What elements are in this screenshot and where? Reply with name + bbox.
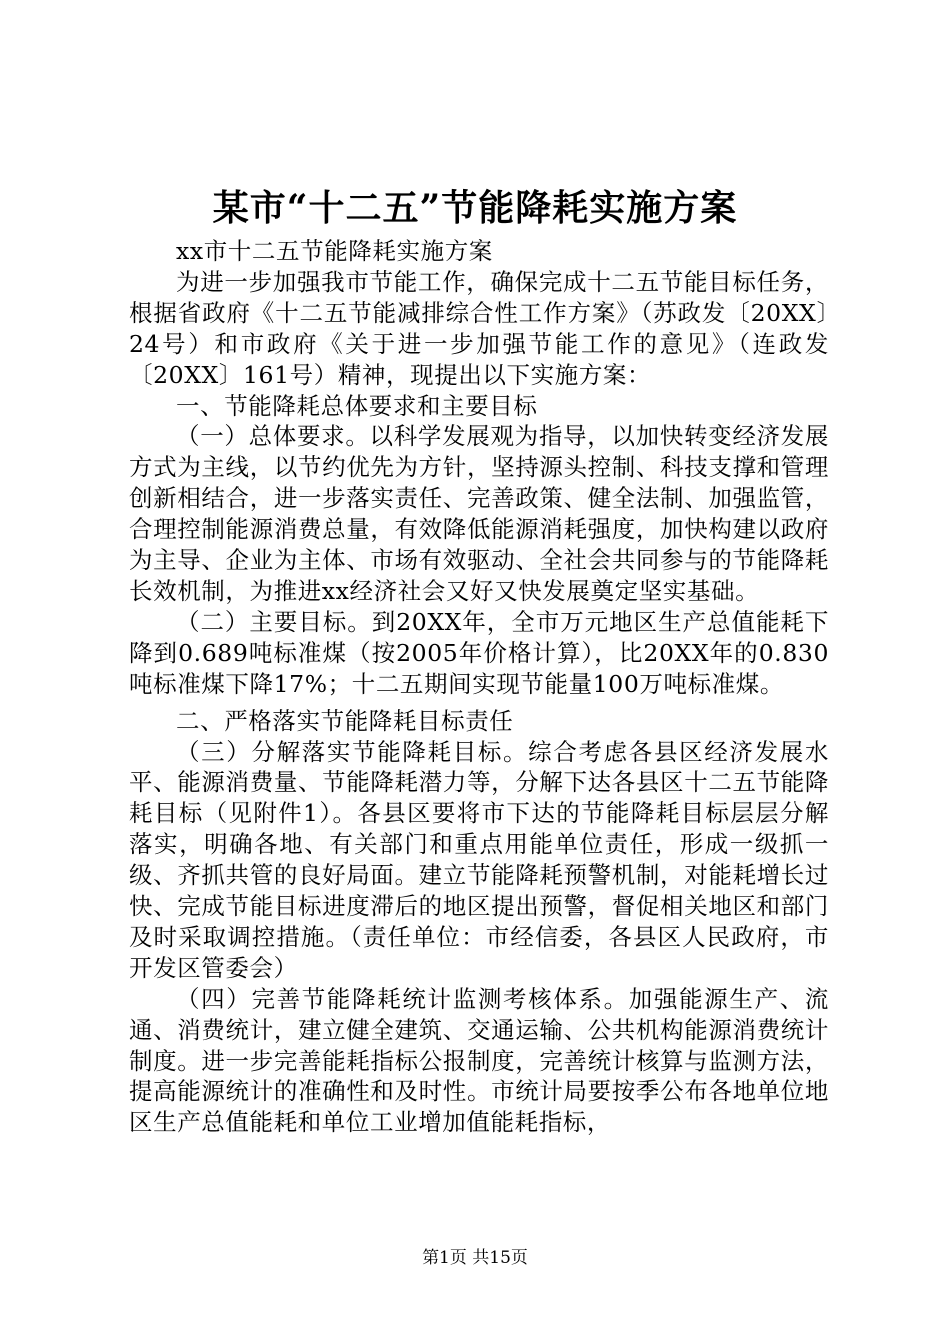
paragraph-general-requirements: （一）总体要求。以科学发展观为指导，以加快转变经济发展方式为主线，以节约优先为方针，坚持源头控制、科技支撑和管理创新相结合，进一步落实责任、完善政策、健全法制、加强监管，合理控制能源消费总量，有效降低能源消耗强度，加快构建以政府为主导、企业为主体、市场有效驱动、全社会共同参与的节能降耗长效机制，为推进xx经济社会又好又快发展奠定坚实基础。 [129,422,829,605]
section-heading-2: 二、严格落实节能降耗目标责任 [176,706,514,735]
paragraph-statistics-system: （四）完善节能降耗统计监测考核体系。加强能源生产、流通、消费统计，建立健全建筑、交通运输、公共机构能源消费统计制度。进一步完善能耗指标公报制度，完善统计核算与监测方法，提高能源统计的准确性和及时性。市统计局要按季公布各地单位地区生产总值能耗和单位工业增加值能耗指标， [129,984,829,1137]
paragraph-main-targets: （二）主要目标。到20XX年，全市万元地区生产总值能耗下降到0.689吨标准煤（按2005年价格计算），比20XX年的0.830吨标准煤下降17%；十二五期间实现节能量100万吨标准煤。 [129,607,829,698]
paragraph-subtitle: xx市十二五节能降耗实施方案 [176,237,493,265]
document-body [129,236,829,1138]
section-heading-1: 一、节能降耗总体要求和主要目标 [176,391,538,420]
paragraph-intro: 为进一步加强我市节能工作，确保完成十二五节能目标任务，根据省政府《十二五节能减排综合性工作方案》（苏政发〔20XX〕24号）和市政府《关于进一步加强节能工作的意见》（连政发〔20XX〕161号）精神，现提出以下实施方案： [129,267,829,389]
document-title: 某市“十二五”节能降耗实施方案 [212,187,738,229]
paragraph-target-breakdown: （三）分解落实节能降耗目标。综合考虑各县区经济发展水平、能源消费量、节能降耗潜力等，分解下达各县区十二五节能降耗目标（见附件1）。各县区要将市下达的节能降耗目标层层分解落实，明确各地、有关部门和重点用能单位责任，形成一级抓一级、齐抓共管的良好局面。建立节能降耗预警机制，对能耗增长过快、完成节能目标进度滞后的地区提出预警，督促相关地区和部门及时采取调控措施。（责任单位：市经信委，各县区人民政府，市开发区管委会） [129,737,829,982]
page-number-footer: 第1页 共15页 [422,1248,528,1268]
